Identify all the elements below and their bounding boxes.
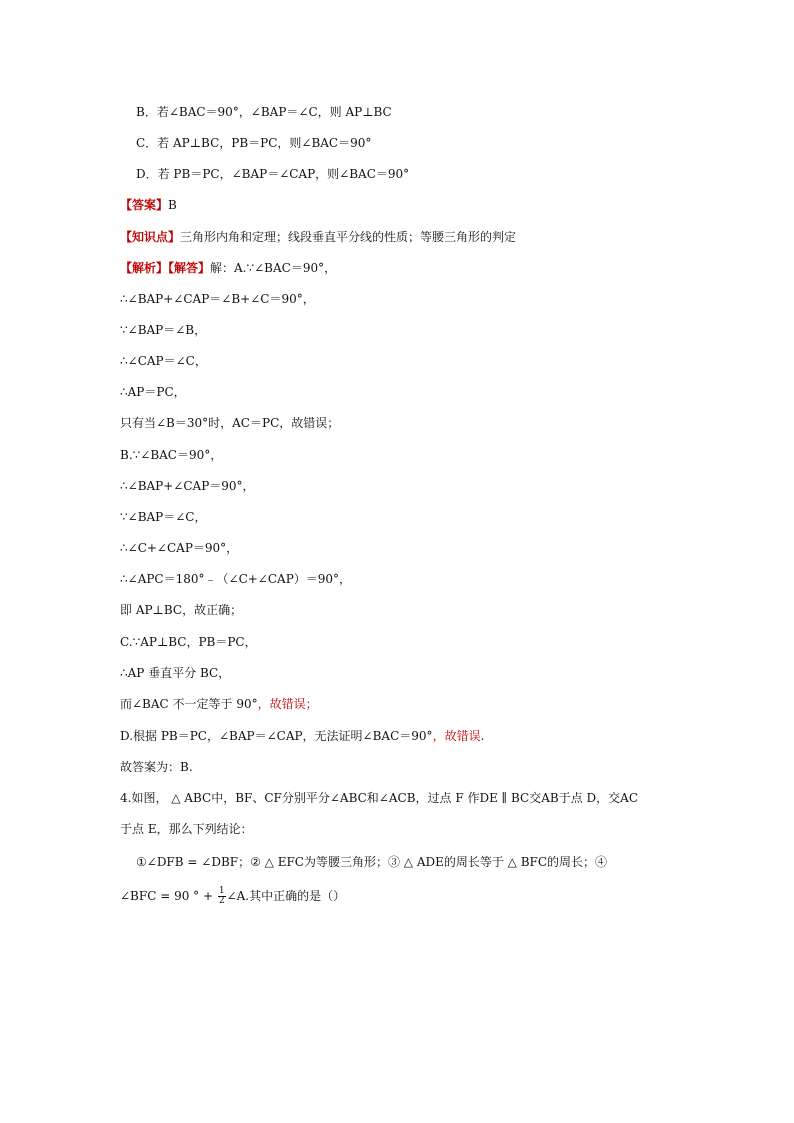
analysis-line-11: 即 AP⊥BC，故正确； [120,603,243,617]
d-line-red: ，故错误 [432,729,481,743]
option-b: B．若∠BAC＝90°，∠BAP＝∠C，则 AP⊥BC [136,105,392,119]
analysis-line-0 [120,258,336,278]
answer-tag: 【答案】 [120,198,169,212]
question4-line-3: ①∠DFB = ∠DBF；② △ EFC为等腰三角形；③ △ ADE的周长等于 △ BFC的周长；④ [136,855,608,869]
analysis-line-4: ∴AP＝PC， [120,385,186,399]
analysis-line-6: B.∵∠BAC＝90°， [120,448,223,462]
analysis-line-12: C.∵AP⊥BC，PB＝PC， [120,635,257,649]
analysis-line-7: ∴∠BAP+∠CAP＝90°， [120,479,255,493]
question4-line-2: 于点 E，那么下列结论： [120,822,253,836]
analysis-line-3: ∴∠CAP＝∠C， [120,354,207,368]
option-d: D．若 PB＝PC，∠BAP＝∠CAP，则∠BAC＝90° [136,167,410,181]
d-line-end: . [480,729,485,743]
question4-line-4 [120,886,345,906]
analysis-line-8: ∵∠BAP＝∠C， [120,510,207,524]
option-c: C．若 AP⊥BC，PB＝PC，则∠BAC＝90° [136,136,372,150]
analysis-d-line [120,726,484,746]
analysis-c-conclusion [120,694,318,714]
knowledge-line [120,227,516,247]
analysis-tag: 【解析】【解答】 [120,261,211,275]
analysis-line-5: 只有当∠B＝30°时，AC＝PC，故错误； [120,416,340,430]
analysis-line-10: ∴∠APC＝180°﹣（∠C+∠CAP）＝90°， [120,572,352,586]
knowledge-text: 三角形内角和定理；线段垂直平分线的性质；等腰三角形的判定 [180,230,517,244]
line4-pre: ∠BFC = 90 ° + [120,889,217,903]
question4-line-1: 4.如图， △ ABC中，BF、CF分别平分∠ABC和∠ACB，过点 F 作DE ∥ BC交AB于点 D，交AC [120,791,639,805]
analysis-line-9: ∴∠C+∠CAP＝90°， [120,541,239,555]
analysis-line-2: ∵∠BAP＝∠B， [120,323,207,337]
half-fraction [218,887,226,906]
analysis-line-13: ∴AP 垂直平分 BC， [120,666,231,680]
c-conclusion-main: 而∠BAC 不一定等于 90° [120,697,258,711]
fraction-denominator: 2 [218,896,225,906]
fraction-numerator: 1 [218,886,225,896]
c-conclusion-red: ，故错误； [257,697,318,711]
answer-value: B [168,198,177,212]
analysis-text: 解：A.∵∠BAC＝90°， [210,261,337,275]
final-answer: 故答案为：B. [120,760,193,774]
answer-line [120,195,177,215]
analysis-line-1: ∴∠BAP+∠CAP＝∠B+∠C＝90°， [120,292,315,306]
knowledge-tag: 【知识点】 [120,230,181,244]
line4-post: ∠A.其中正确的是（） [226,889,346,903]
d-line-main: D.根据 PB＝PC，∠BAP＝∠CAP，无法证明∠BAC＝90° [120,729,433,743]
